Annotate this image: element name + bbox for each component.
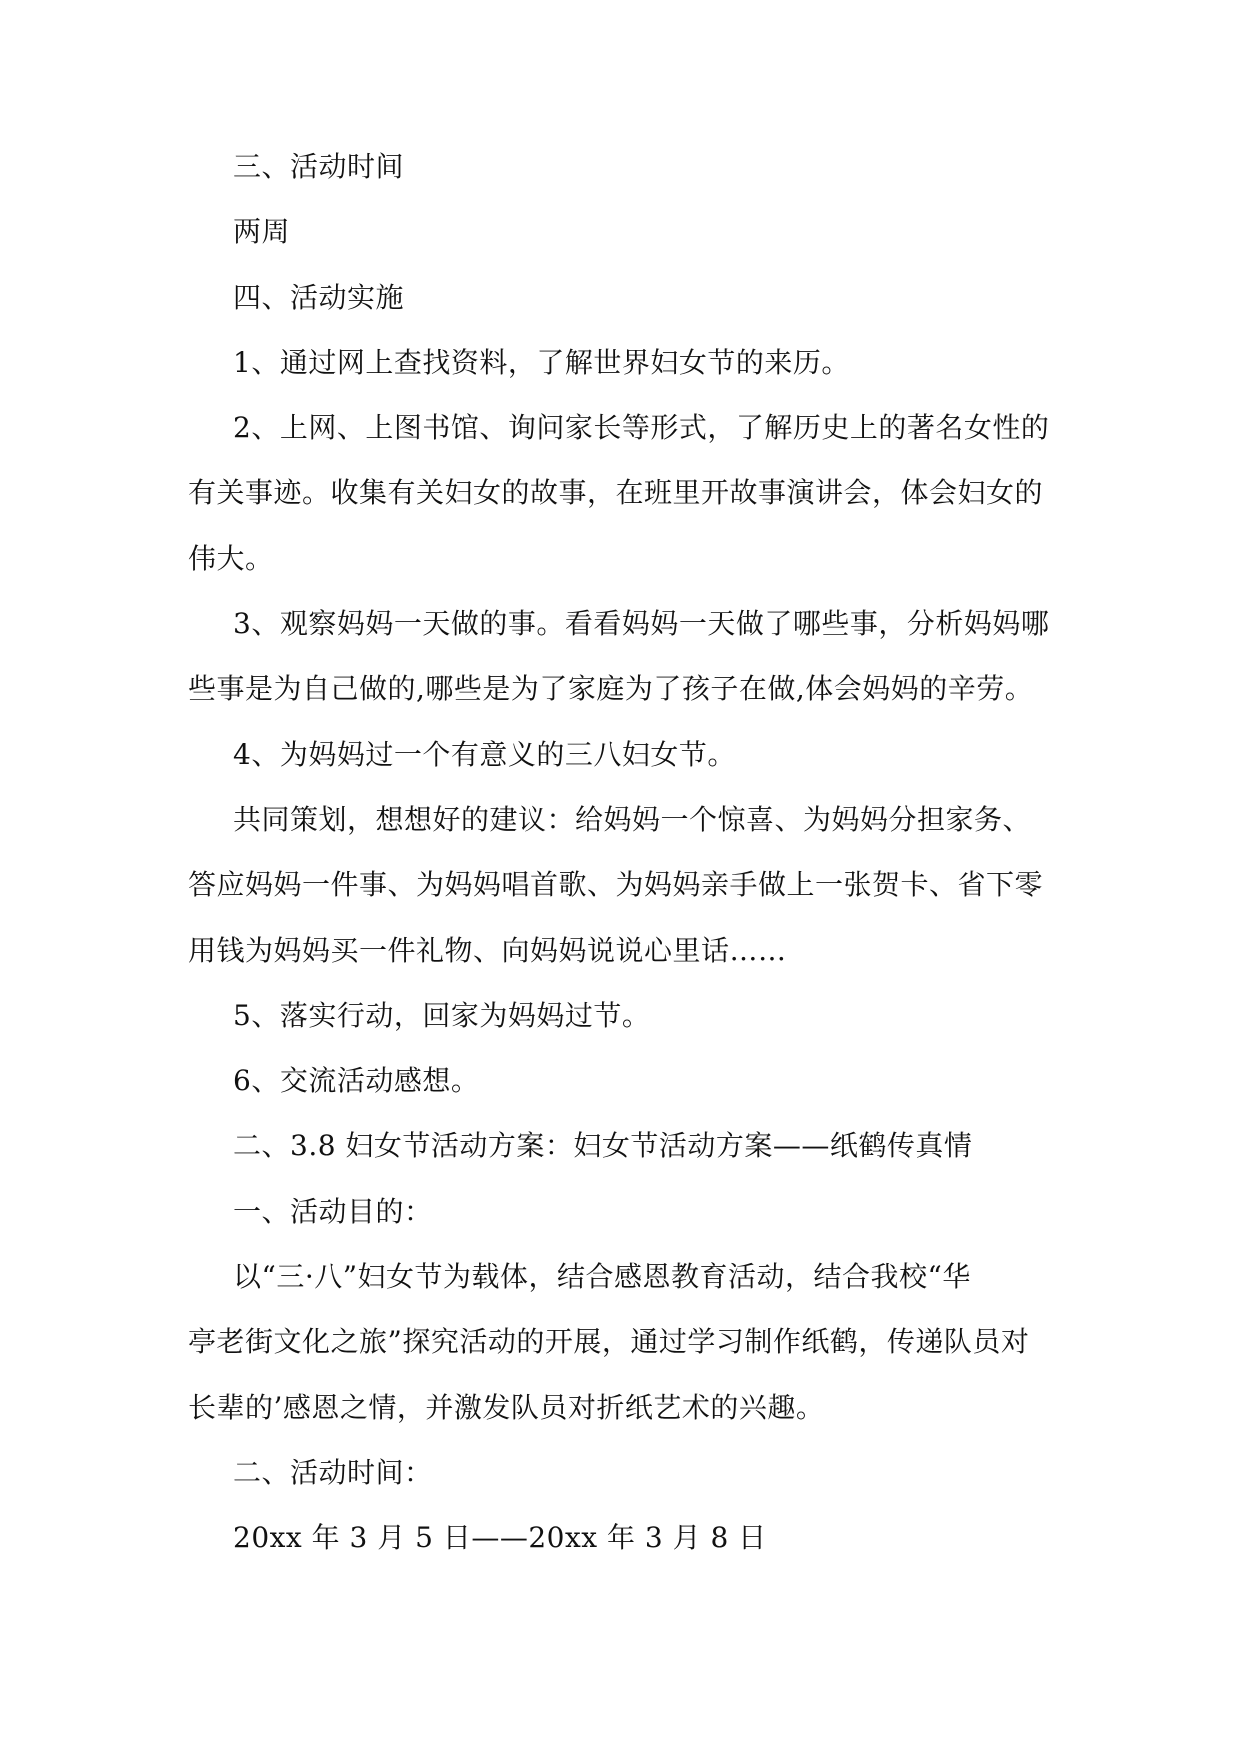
section-heading-activity-purpose: 一、活动目的： — [233, 1194, 433, 1228]
list-item-6: 6、交流活动感想。 — [233, 1064, 480, 1098]
paragraph-line: 用钱为妈妈买一件礼物、向妈妈说说心里话…… — [188, 933, 787, 967]
paragraph-line: 答应妈妈一件事、为妈妈唱首歌、为妈妈亲手做上一张贺卡、省下零 — [188, 868, 1044, 902]
paragraph-line: 两周 — [233, 215, 291, 249]
date-range: 20xx 年 3 月 5 日——20xx 年 3 月 8 日 — [233, 1521, 767, 1555]
list-item-2: 2、上网、上图书馆、询问家长等形式，了解历史上的著名女性的 — [233, 411, 1050, 445]
paragraph-line: 些事是为自己做的,哪些是为了家庭为了孩子在做,体会妈妈的辛劳。 — [188, 672, 1034, 706]
document-body — [188, 150, 1068, 1587]
paragraph-line: 亭老街文化之旅”探究活动的开展，通过学习制作纸鹤，传递队员对 — [188, 1325, 1030, 1359]
paragraph-line: 以“三·八”妇女节为载体，结合感恩教育活动，结合我校“华 — [233, 1260, 971, 1294]
paragraph-line: 共同策划，想想好的建议：给妈妈一个惊喜、为妈妈分担家务、 — [233, 802, 1032, 836]
section-heading-activity-time-2: 二、活动时间： — [233, 1455, 433, 1489]
section-heading-activity-implementation: 四、活动实施 — [233, 280, 405, 314]
paragraph-line: 有关事迹。收集有关妇女的故事，在班里开故事演讲会，体会妇女的 — [188, 476, 1044, 510]
list-item-1: 1、通过网上查找资料，了解世界妇女节的来历。 — [233, 345, 850, 379]
section-heading-plan-two: 二、3.8 妇女节活动方案：妇女节活动方案——纸鹤传真情 — [233, 1129, 973, 1163]
paragraph-line: 长辈的’感恩之情，并激发队员对折纸艺术的兴趣。 — [188, 1390, 825, 1424]
section-heading-activity-time: 三、活动时间 — [233, 150, 405, 183]
list-item-5: 5、落实行动，回家为妈妈过节。 — [233, 998, 651, 1032]
list-item-3: 3、观察妈妈一天做的事。看看妈妈一天做了哪些事，分析妈妈哪 — [233, 607, 1050, 641]
list-item-4: 4、为妈妈过一个有意义的三八妇女节。 — [233, 737, 736, 771]
paragraph-line: 伟大。 — [188, 541, 274, 575]
